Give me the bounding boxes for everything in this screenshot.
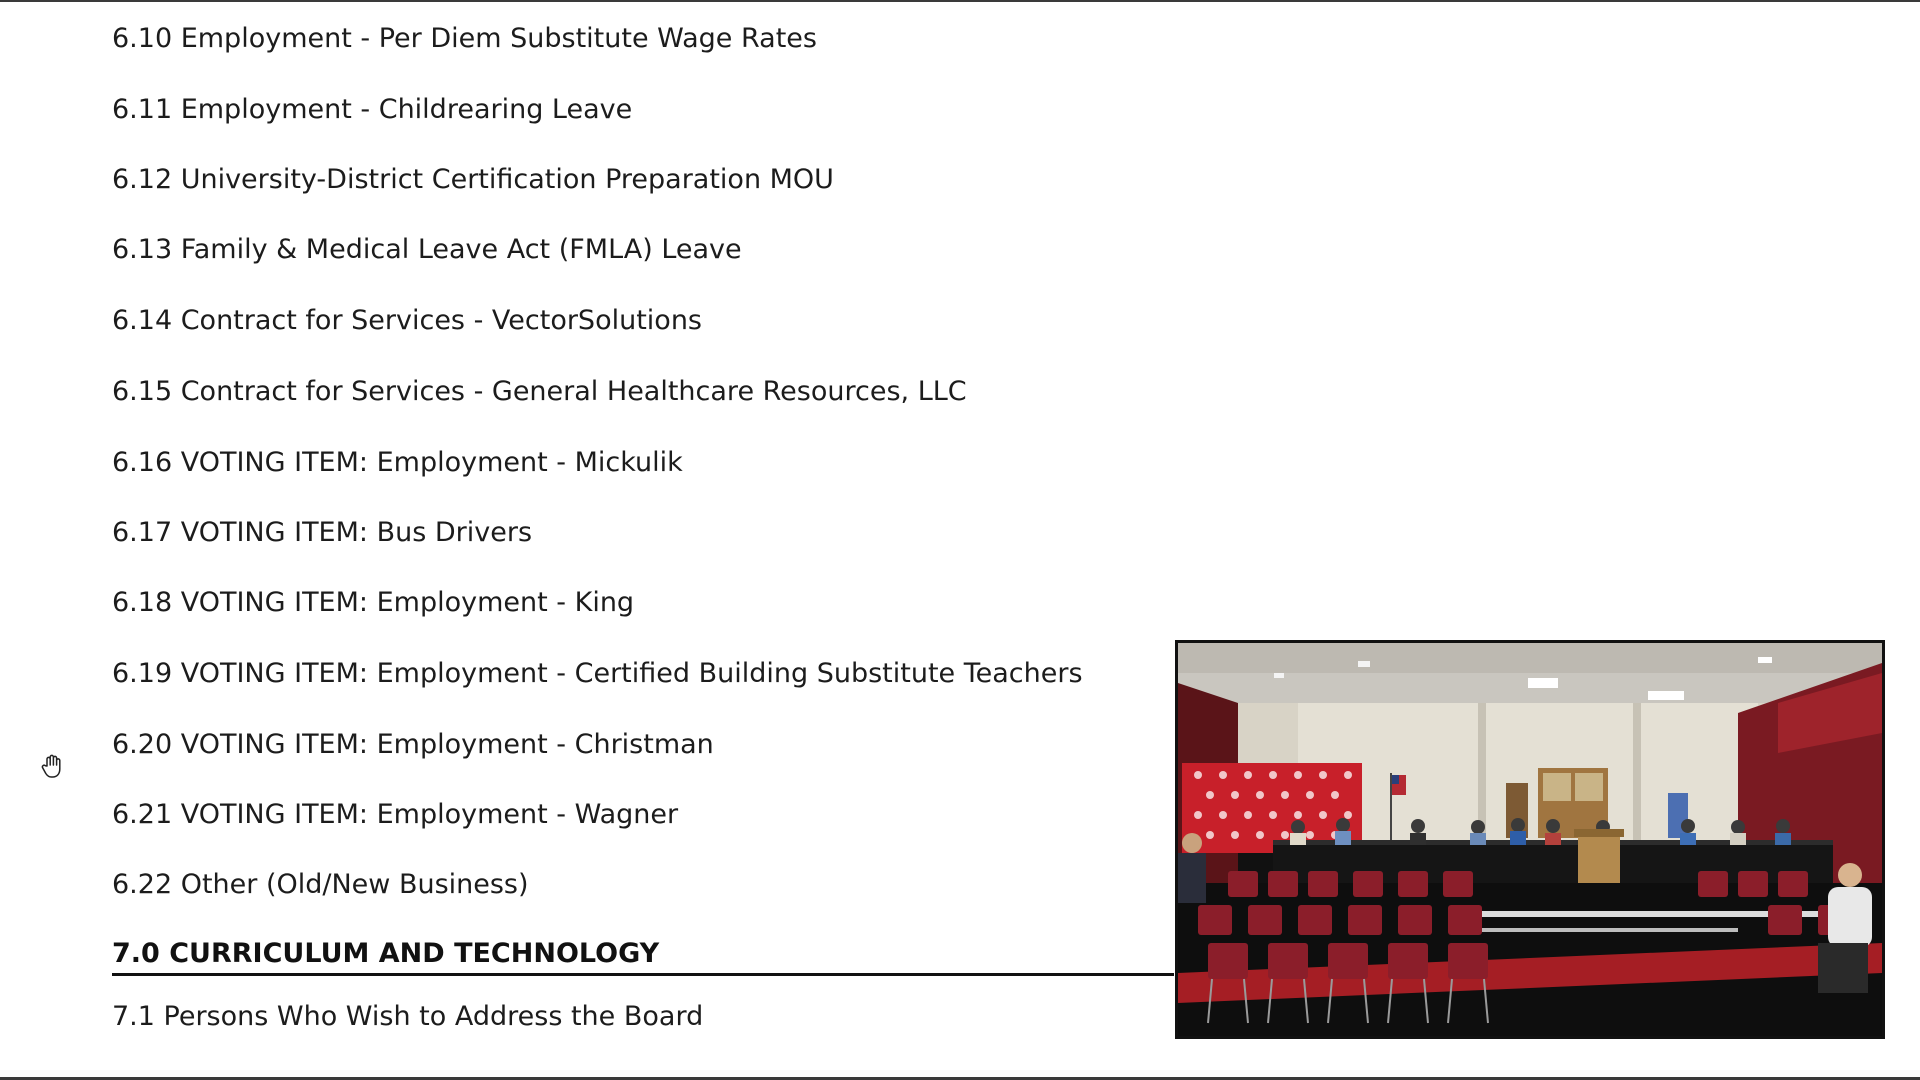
meeting-video-feed[interactable]: [1175, 640, 1885, 1039]
top-border: [0, 0, 1920, 2]
section-divider: [112, 973, 1174, 976]
agenda-item-6-15[interactable]: 6.15 Contract for Services - General Healthcare Resources, LLC: [112, 376, 967, 407]
hand-pointer-icon: [38, 752, 66, 780]
agenda-item-6-14[interactable]: 6.14 Contract for Services - VectorSolutions: [112, 305, 702, 336]
agenda-item-6-16[interactable]: 6.16 VOTING ITEM: Employment - Mickulik: [112, 447, 683, 478]
section-heading-7-0[interactable]: 7.0 CURRICULUM AND TECHNOLOGY: [112, 938, 660, 969]
agenda-item-6-17[interactable]: 6.17 VOTING ITEM: Bus Drivers: [112, 517, 533, 548]
agenda-item-6-12[interactable]: 6.12 University-District Certification Preparation MOU: [112, 164, 834, 195]
agenda-item-6-13[interactable]: 6.13 Family & Medical Leave Act (FMLA) Leave: [112, 234, 742, 265]
board-meeting-room-image: [1178, 643, 1882, 1036]
agenda-item-7-1[interactable]: 7.1 Persons Who Wish to Address the Board: [112, 1001, 704, 1032]
agenda-item-6-11[interactable]: 6.11 Employment - Childrearing Leave: [112, 94, 633, 125]
agenda-item-6-21[interactable]: 6.21 VOTING ITEM: Employment - Wagner: [112, 799, 679, 830]
agenda-item-6-20[interactable]: 6.20 VOTING ITEM: Employment - Christman: [112, 729, 714, 760]
agenda-item-6-18[interactable]: 6.18 VOTING ITEM: Employment - King: [112, 587, 635, 618]
agenda-item-6-19[interactable]: 6.19 VOTING ITEM: Employment - Certified Building Substitute Teachers: [112, 658, 1083, 689]
agenda-item-6-10[interactable]: 6.10 Employment - Per Diem Substitute Wage Rates: [112, 23, 817, 54]
agenda-item-6-22[interactable]: 6.22 Other (Old/New Business): [112, 869, 529, 900]
